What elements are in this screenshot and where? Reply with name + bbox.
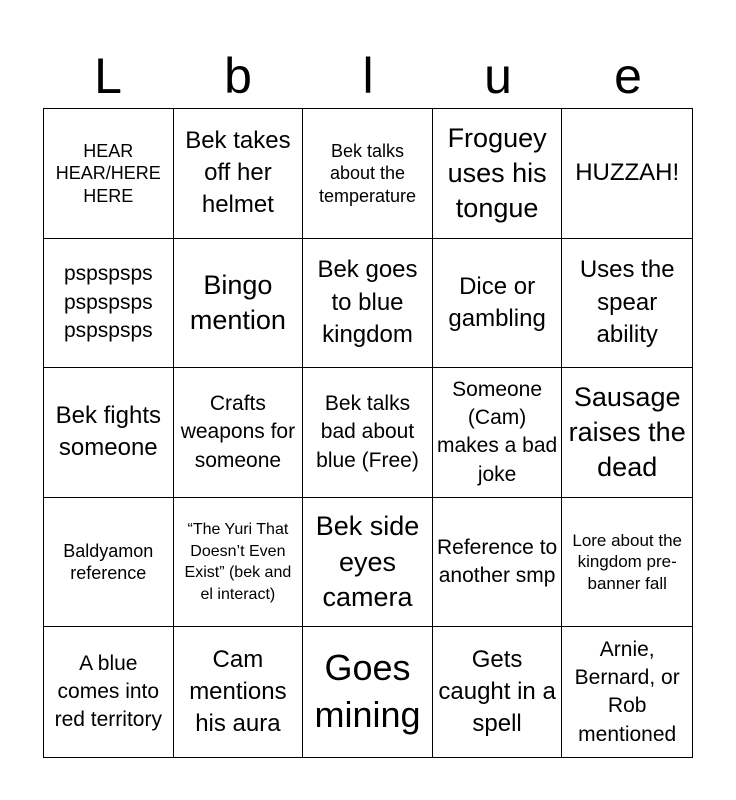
- bingo-cell[interactable]: A blue comes into red territory: [44, 627, 174, 757]
- bingo-cell[interactable]: Reference to another smp: [433, 498, 563, 628]
- bingo-cell[interactable]: Crafts weapons for someone: [174, 368, 304, 498]
- bingo-cell[interactable]: Goes mining: [303, 627, 433, 757]
- bingo-board: [43, 108, 693, 758]
- bingo-cell[interactable]: Froguey uses his tongue: [433, 109, 563, 239]
- bingo-cell[interactable]: HUZZAH!: [562, 109, 692, 239]
- bingo-cell[interactable]: Gets caught in a spell: [433, 627, 563, 757]
- title-letter: u: [484, 48, 512, 104]
- bingo-cell[interactable]: Lore about the kingdom pre-banner fall: [562, 498, 692, 628]
- title-letter: l: [362, 48, 374, 104]
- bingo-cell[interactable]: Uses the spear ability: [562, 239, 692, 369]
- bingo-cell[interactable]: Someone (Cam) makes a bad joke: [433, 368, 563, 498]
- bingo-cell[interactable]: Bingo mention: [174, 239, 304, 369]
- bingo-cell[interactable]: HEAR HEAR/HERE HERE: [44, 109, 174, 239]
- bingo-cell[interactable]: Bek talks bad about blue (Free): [303, 368, 433, 498]
- bingo-cell[interactable]: Bek goes to blue kingdom: [303, 239, 433, 369]
- bingo-cell[interactable]: Bek side eyes camera: [303, 498, 433, 628]
- bingo-cell[interactable]: Sausage raises the dead: [562, 368, 692, 498]
- title-letter: L: [94, 48, 122, 104]
- bingo-title: [43, 48, 693, 104]
- bingo-cell[interactable]: Arnie, Bernard, or Rob mentioned: [574, 637, 680, 746]
- bingo-cell[interactable]: “The Yuri That Doesn’t Even Exist” (bek and el interact): [174, 498, 304, 628]
- bingo-cell[interactable]: Dice or gambling: [433, 239, 563, 369]
- bingo-cell[interactable]: Baldyamon reference: [44, 498, 174, 628]
- bingo-cell[interactable]: pspspsps pspspsps pspspsps: [44, 239, 174, 369]
- bingo-cell[interactable]: Bek takes off her helmet: [174, 109, 304, 239]
- title-letter: b: [224, 48, 252, 104]
- bingo-cell[interactable]: Cam mentions his aura: [174, 627, 304, 757]
- title-letter: e: [614, 48, 642, 104]
- bingo-cell[interactable]: Bek talks about the temperature: [303, 109, 433, 239]
- bingo-cell[interactable]: Bek fights someone: [44, 368, 174, 498]
